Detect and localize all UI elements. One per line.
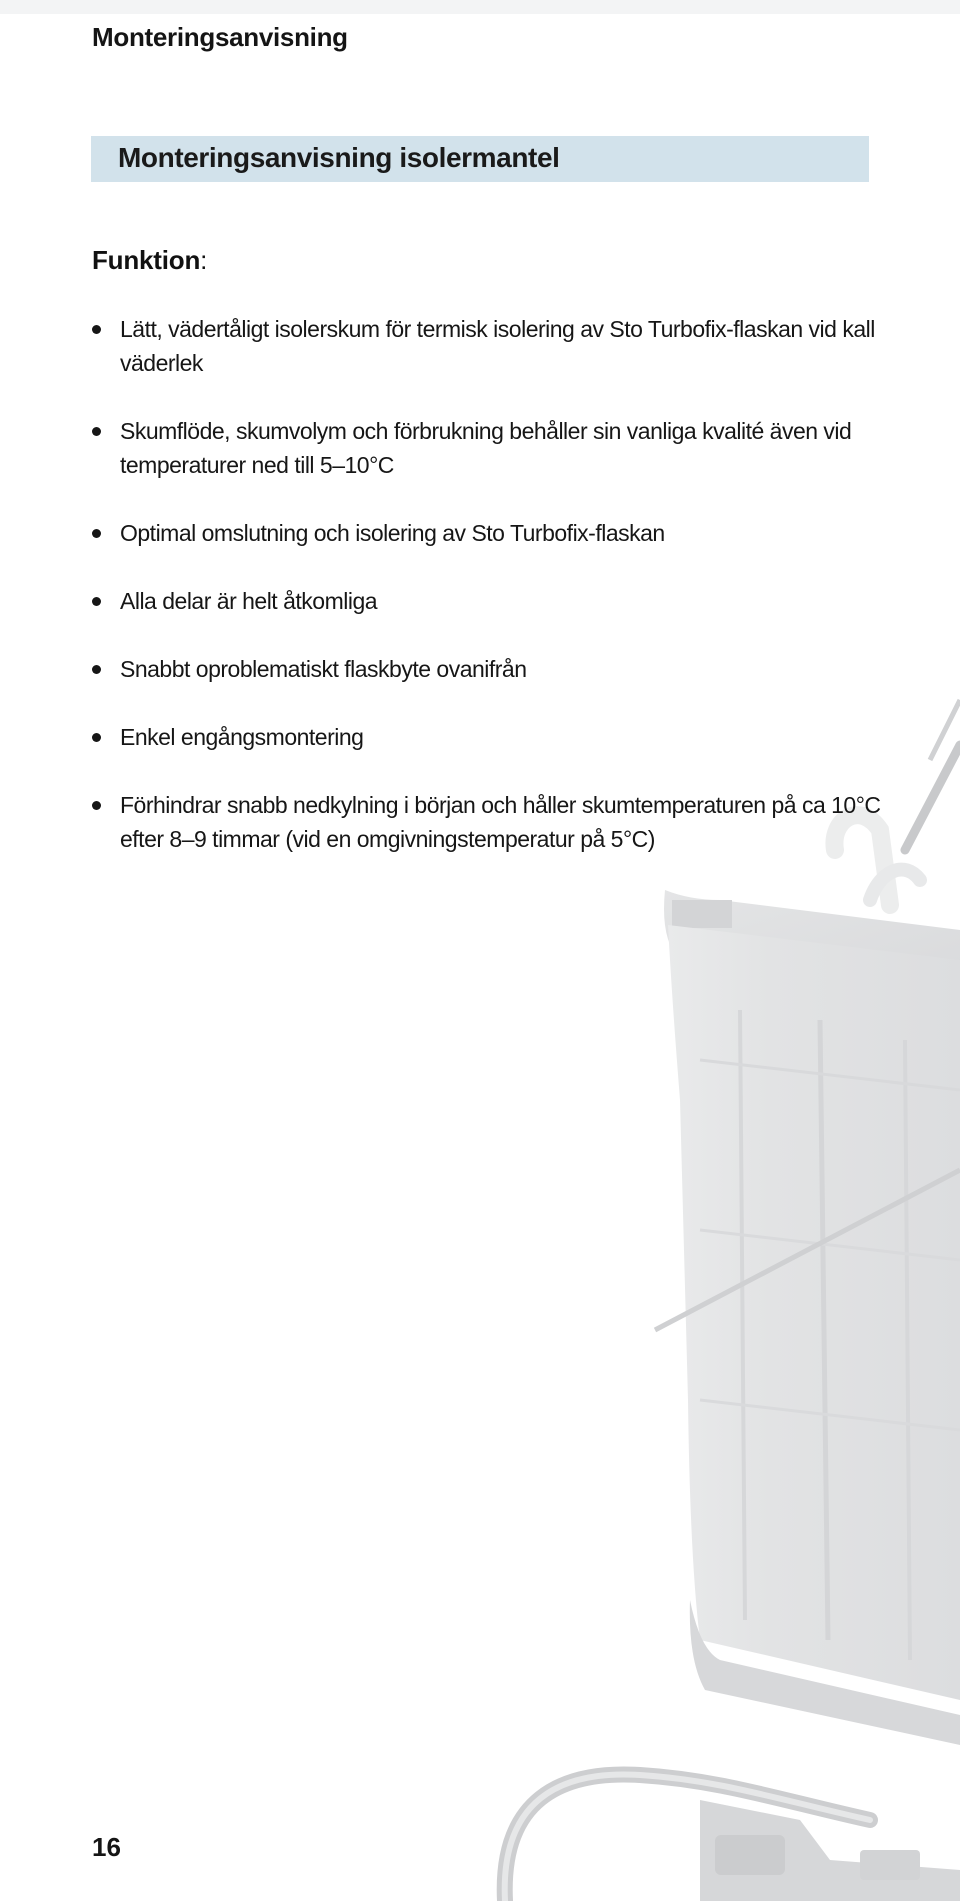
list-item (92, 312, 892, 380)
list-item (92, 516, 892, 550)
feature-list (92, 312, 892, 890)
bullet-icon (92, 427, 101, 436)
bullet-icon (92, 597, 101, 606)
section-heading (92, 245, 207, 276)
section-heading-colon: : (200, 245, 208, 275)
top-edge-tint (0, 0, 960, 14)
title-bar (91, 136, 869, 182)
list-item-text: Snabbt oproblematiskt flaskbyte ovanifrån (120, 656, 527, 682)
list-item (92, 584, 892, 618)
bullet-icon (92, 733, 101, 742)
list-item (92, 652, 892, 686)
list-item-text: Lätt, vädertåligt isolerskum för termisk isolering av Sto Turbofix-flaskan vid kall väderlek (120, 316, 875, 376)
page-number: 16 (92, 1832, 121, 1862)
bullet-icon (92, 529, 101, 538)
bullet-icon (92, 665, 101, 674)
list-item-text: Alla delar är helt åtkomliga (120, 588, 378, 614)
list-item-text: Förhindrar snabb nedkylning i början och håller skumtemperaturen på ca 10°C efter 8–9 timmar (vid en omgivningstemperatur på 5°C) (120, 792, 881, 852)
list-item-text: Enkel engångsmontering (120, 724, 364, 750)
bullet-icon (92, 325, 101, 334)
document-title: Monteringsanvisning isolermantel (118, 142, 560, 173)
list-item (92, 720, 892, 754)
list-item (92, 788, 892, 856)
running-header: Monteringsanvisning (92, 22, 348, 52)
list-item (92, 414, 892, 482)
list-item-text: Skumflöde, skumvolym och förbrukning behåller sin vanliga kvalité även vid temperaturer ned till 5–10°C (120, 418, 852, 478)
section-heading-text: Funktion (92, 245, 201, 275)
list-item-text: Optimal omslutning och isolering av Sto Turbofix-flaskan (120, 520, 665, 546)
bullet-icon (92, 801, 101, 810)
